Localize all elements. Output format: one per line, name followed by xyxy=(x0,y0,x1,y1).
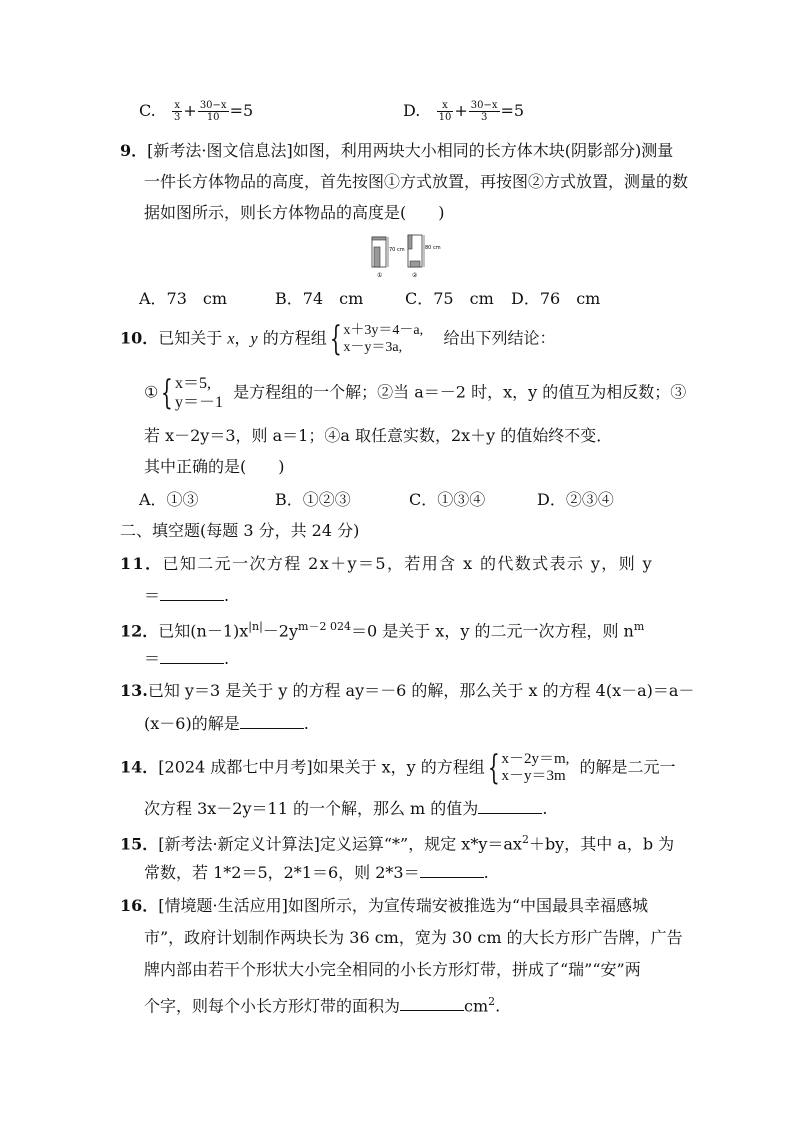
q8-option-d: D. $\frac{x}{10}$ + $\frac{30-x}{3}$ =5 xyxy=(403,100,525,123)
q15-line-1: 15．[新考法·新定义计算法]定义运算“*”，规定 $x*y=ax^2+by$，其中 a，b 为 xyxy=(120,833,675,854)
q9-fig2-block-bottom xyxy=(410,261,420,267)
q9-fig2-block-shaded xyxy=(408,235,412,249)
q9-option-b: B．74 cm xyxy=(275,289,364,308)
q8-d-fraction-2: $\frac{30-x}{3}$ xyxy=(470,100,498,123)
q15-number: 15． xyxy=(120,834,159,854)
q15-line-2: 常数，若 1*2＝5，2*1＝6，则 2*3＝ . xyxy=(144,863,489,882)
q14-number: 14． xyxy=(120,757,159,777)
q10-option-c: C．①③④ xyxy=(409,490,486,509)
q8-d-fraction-1: $\frac{x}{10}$ xyxy=(438,100,452,123)
q14-system-brace: { xyxy=(487,748,500,788)
q10-solution: x＝5, y＝－1 xyxy=(174,375,223,411)
q9-fig1-measure: 70 cm xyxy=(389,247,405,253)
q11-number: 11． xyxy=(120,554,163,573)
q16-line-3: 牌内部由若干个形状大小完全相同的小长方形灯带，拼成了“瑞”“安”两 xyxy=(144,960,641,979)
q15-answer-blank[interactable] xyxy=(420,861,484,878)
section-heading-fill-in: 二、填空题(每题 3 分，共 24 分) xyxy=(120,521,360,540)
q10-option-b: B．①②③ xyxy=(275,490,351,509)
q10-solution-brace: { xyxy=(161,373,174,413)
q9-fig1-block-shaded xyxy=(374,247,380,267)
q12-line-2: ＝ . xyxy=(144,649,230,668)
q12-line-1: 12．已知$(n-1)x^{|n|}-2y^{m-2 024}=0$ 是关于 x，y 的二元一次方程，则 $n^m$ xyxy=(120,620,645,641)
q9-fig2-caption: ② xyxy=(412,272,418,279)
q8-option-c: C. $\frac{x}{3}$ + $\frac{30-x}{10}$ =5 xyxy=(139,100,254,123)
q10-line-4: 其中正确的是( ) xyxy=(144,457,285,476)
q16-number: 16． xyxy=(120,896,159,915)
q10-system-brace: { xyxy=(329,319,342,359)
q13-answer-blank[interactable] xyxy=(240,712,304,729)
q10-number: 10． xyxy=(120,328,159,348)
q14-line-1: 14．[2024 成都七中月考]如果关于 x，y 的方程组{ x－2y＝m, x－y＝3m 的解是二元一 xyxy=(120,748,676,788)
q10-option-d: D．②③④ xyxy=(537,490,614,509)
q9-number: 9． xyxy=(120,141,148,160)
q10-line-3: 若 x－2y＝3，则 a＝1；④a 取任意实数，2x＋y 的值始终不变． xyxy=(144,426,613,445)
q9-fig2-measure: 80 cm xyxy=(425,245,441,251)
q13-line-2: (x－6)的解是 . xyxy=(144,714,309,733)
q14-answer-blank[interactable] xyxy=(478,797,542,814)
q16-line-4: 个字，则每个小长方形灯带的面积为 $cm^2$. xyxy=(144,995,501,1016)
q9-line-2: 一件长方体物品的高度，首先按图①方式放置，再按图②方式放置，测量的数 xyxy=(144,172,689,191)
q11-line-2: ＝ . xyxy=(144,586,230,605)
q16-answer-blank[interactable] xyxy=(400,994,464,1011)
q11-answer-blank[interactable] xyxy=(160,584,224,601)
q9-option-a: A．73 cm xyxy=(139,289,228,308)
q10-line-2: ①{ x＝5, y＝－1 是方程组的一个解；②当 a＝－2 时，x，y 的值互为相反数；③ xyxy=(144,373,687,413)
q14-line-2: 次方程 3x－2y＝11 的一个解，那么 m 的值为 . xyxy=(144,799,548,818)
q9-figure xyxy=(364,231,444,279)
q16-line-2: 市”，政府计划制作两块长为 36 cm，宽为 30 cm 的大长方形广告牌，广告 xyxy=(144,928,683,947)
q12-number: 12． xyxy=(120,621,159,641)
q9-line-1: 9．[新考法·图文信息法]如图，利用两块大小相同的长方体木块(阴影部分)测量 xyxy=(120,141,674,160)
q12-answer-blank[interactable] xyxy=(160,647,224,664)
q13-line-1: 13.已知 y＝3 是关于 y 的方程 ay＝－6 的解，那么关于 x 的方程 4(x－a)＝a－ xyxy=(120,681,695,700)
q9-option-d: D．76 cm xyxy=(511,289,601,308)
q9-fig1-caption: ① xyxy=(377,272,383,279)
q13-number: 13. xyxy=(120,681,148,700)
q9-option-c: C．75 cm xyxy=(405,289,494,308)
q9-line-3: 据如图所示，则长方体物品的高度是( ) xyxy=(144,203,445,222)
q10-system: x＋3y＝4－a, x－y＝3a, xyxy=(343,323,424,355)
q8-c-fraction-2: $\frac{30-x}{10}$ xyxy=(199,100,227,123)
q11-line-1: 11．已知二元一次方程 2x＋y＝5，若用含 x 的代数式表示 y，则 y xyxy=(120,554,654,573)
q14-system: x－2y＝m, x－y＝3m xyxy=(501,751,570,784)
q9-fig1-block-top xyxy=(372,237,386,240)
q16-line-1: 16．[情境题·生活应用]如图所示，为宣传瑞安被推选为“中国最具幸福感城 xyxy=(120,896,649,915)
q10-line-1: 10．已知关于 x，y 的方程组{ x＋3y＝4－a, x－y＝3a, 给出下列结论： xyxy=(120,319,556,359)
q8-c-fraction-1: $\frac{x}{3}$ xyxy=(174,100,181,123)
q10-option-a: A．①③ xyxy=(139,490,199,509)
